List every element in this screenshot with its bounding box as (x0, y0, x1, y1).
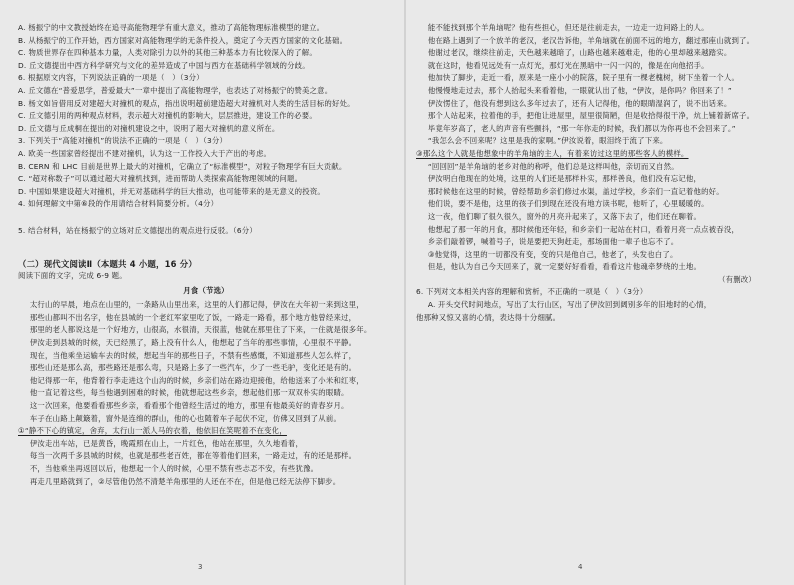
story-paragraph: ③他觉得，这里的一切都没有变，变的只是他自己，他老了，头发也白了。 (427, 249, 678, 259)
option-line: C. “超对称数子”可以通过超大对撞机找到，进而帮助人类探索高能物理领域的问题。 (18, 174, 303, 184)
story-paragraph: 能不能找到那个羊角垴呢？他有些担心，但还是往前走去，一边走一边问路上的人。 (427, 23, 709, 32)
page-gutter (404, 0, 406, 585)
story-paragraph: “我怎么会不回来呢？这里是我的家啊。”伊汝说着，眼泪终于流了下来。 (427, 136, 668, 146)
option-line: 6. 根据原文内容，下列说法正确的一项是（ ）（3分） (18, 73, 204, 83)
story-paragraph: 他在路上遇到了一个放羊的老汉，老汉告诉他，羊角垴就在前面不远的地方，翻过那座山就到了。 (427, 35, 755, 45)
story-lower (416, 173, 776, 261)
left-page (18, 22, 394, 560)
section-heading: （二）现代文阅读Ⅱ（本题共 4 小题，16 分） (18, 258, 197, 269)
option-line: A. 丘文德在“普爱思学，普爱最大”一章中提出了高能物理学，也表达了对杨振宁的赞美之意。 (18, 85, 333, 95)
story-paragraph: 每当一次两千多县城的时候，也就是那些老百姓，都在等着他们回来，一路走过，有的还是那样。 (29, 451, 357, 461)
story-paragraph: 那些山还是那么高，那些路还是那么弯，只是路上多了一些汽车，少了一些毛驴，变化还是有的。 (29, 363, 357, 373)
story-paragraph: 这一夜，他们聊了很久很久，窗外的月亮升起来了，又落下去了，他们还在聊着。 (427, 211, 702, 221)
question-options (18, 22, 394, 211)
story-continuation (18, 438, 394, 488)
story-paragraph: 这一次回来，他要看看那些乡亲，看看那个他曾经生活过的地方，那里有他最美好的青春岁月。 (29, 401, 349, 411)
story-body-continued (416, 22, 776, 85)
story-paragraph: 他们说，要不是他，这里的孩子们到现在还没有地方读书呢，他听了，心里暖暖的。 (427, 199, 709, 209)
page-number-right: 4 (578, 563, 583, 571)
option-line: 3. 下列关于“高能对撞机”的说法不正确的一项是（ ）（3分） (18, 136, 228, 146)
story-paragraph: 伊汝明白他现在的处境，这里的人们还是那样朴实，那样善良，他们没有忘记他， (427, 174, 702, 184)
option-line: D. 中国如果建设超大对撞机，并无对基础科学的巨大推动，也可能带来的是无意义的投资。 (18, 186, 326, 196)
option-line: A. 欧美一些国家曾经提出不建对撞机，认为这一工作投入大于产出的考虑。 (18, 148, 272, 158)
story-paragraph: 毕竟年岁高了，老人的声音有些颤抖，“那一年你走的时候，我们都以为你再也不会回来了。” (427, 123, 736, 133)
story-paragraph: 太行山的早晨，地点在山里的，一条路从山里出来，这里的人们都记得，伊汝在大年初一来到这里， (29, 300, 364, 310)
option-line: A. 杨振宁的中文教授始终在追寻高能物理学有重大意义，推动了高能物理标准模型的建立。 (18, 23, 325, 32)
question-6: 6. 下列对文本相关内容的理解和赏析，不正确的一项是（ ）（3分） (416, 287, 648, 297)
story-paragraph: 伊汝走出车站，已是黄昏，晚霞照在山上，一片红色，他站在那里，久久地看着， (29, 438, 304, 448)
story-paragraph: 乡亲们敲着锣，喊着号子，说是要把天狗赶走，那场面他一辈子也忘不了。 (427, 237, 679, 247)
story-paragraph: 伊汝走到县城的时候，天已经黑了，路上没有什么人，他想起了当年的那些事情，心里很不平静。 (29, 338, 357, 348)
story-paragraph: 那时候他在这里的时候，曾经帮助乡亲们修过水渠，盖过学校，乡亲们一直记着他的好。 (427, 186, 724, 196)
question-6-option-a-cont: 他那种又惊又喜的心情，表达得十分细腻。 (416, 312, 561, 322)
page-number-left: 3 (198, 563, 203, 571)
option-line: B. 从杨振宁的工作开始，西方国家对高能物理学的无条件投入，奠定了今天西方国家的文化基础。 (18, 35, 348, 45)
story-paragraph: 那些山都叫不出名字，他在县城的一个老红军家里吃了饭，一路走一路看，那个地方他曾经来过， (29, 312, 357, 322)
story-paragraph: 他想起了那一年的月食，那时候他还年轻，和乡亲们一起站在村口，看着月亮一点点被吞没， (427, 224, 740, 234)
option-line: C. 丘文德引用的两种观点材料，表示超大对撞机的影响大，层层推进，建设工作的必要。 (18, 111, 317, 121)
option-line: D. 丘文德提出中西方科学研究与文化的差异造成了中国与西方在基础科学领域的分歧。 (18, 60, 310, 70)
story-paragraph: 再走几里路就到了，②尽管他仍然不清楚羊角那里的人还在不在，但是他已经无法停下脚步。 (29, 476, 341, 486)
dialogue-quote: “回回回”是羊角垴的老乡对他的称呼，他们总是这样叫他，亲切而又自然。 (427, 161, 679, 171)
source-note: （有删改） (718, 274, 756, 284)
story-paragraph: 就在这时，他看见远处有一点灯光，那灯光在黑暗中一闪一闪的，像是在向他招手。 (427, 60, 709, 70)
story-body (18, 299, 394, 425)
option-line: C. 物质世界存在四种基本力量，人类对除引力以外的其他三种基本力有比较深入的了解。 (18, 48, 317, 58)
story-paragraph: 他记得那一年，他背着行李走进这个山沟的时候，乡亲们站在路边迎接他，给他送来了小米和红枣， (29, 375, 364, 385)
option-line: 4. 如何理解文中第⑥段的作用请结合材料简要分析。（4分） (18, 199, 219, 209)
reading-instruction: 阅读下面的文字，完成 6-9 题。 (18, 271, 127, 281)
story-paragraph: 他谢过老汉，继续往前走，天色越来越暗了，山路也越来越难走，他的心里却越来越踏实。 (427, 48, 732, 58)
story-paragraph: 他加快了脚步，走近一看，原来是一座小小的院落，院子里有一棵老槐树，树下坐着一个人。 (427, 73, 740, 83)
question-5: 5. 结合材料，站在杨振宁的立场对丘文德提出的观点进行反驳。（6分） (18, 225, 257, 235)
option-line: D. 丘文德与丘成桐在提出的对撞机建设之中，说明了超大对撞机的意义所在。 (18, 123, 280, 133)
option-line: B. 杨文如旨借用反对建超大对撞机的观点，指出说明超前建造超大对撞机对人类的生活目标的好处。 (18, 98, 355, 108)
question-6-option-a: A. 开头交代时间地点，写出了太行山区，写出了伊汝回到阔别多年的旧地时的心情， (427, 300, 712, 310)
story-paragraph: 伊汝愣住了，他没有想到这么多年过去了，还有人记得他，他的眼睛湿润了，说不出话来。 (427, 98, 732, 108)
story-paragraph: 车子在山路上颠簸着，窗外是连绵的群山，他的心也随着车子起伏不定，仿佛又回到了从前。 (29, 413, 342, 423)
story-ending: 但是，他认为自己今天回来了，就一定要好好看看，看看这片他魂牵梦绕的土地。 (427, 262, 702, 272)
story-title: 月食（节选） (183, 285, 229, 295)
story-paragraph: 他一直记着这些，每当他遇到困难的时候，他就想起这些乡亲，想起他们那一双双朴实的眼睛。 (29, 388, 349, 398)
story-paragraph: 现在，当他乘坐运输车去的时候，想起当年的那些日子，不禁有些感慨，不知道那些人怎么样了， (29, 350, 357, 360)
story-middle (416, 85, 776, 148)
underlined-sentence-right: ③那么这个人就是他想象中的羊角垴的主人，有着来访过这里的那些客人的模样。 (416, 148, 689, 158)
story-paragraph: 那个人站起来，拉着他的手，把他让进屋里，屋里很简陋，但是收拾得很干净，炕上铺着新席子。 (427, 111, 755, 121)
right-page (416, 22, 776, 560)
story-paragraph: 那里的老人都说这是一个好地方，山很高，水很清，天很蓝，他就在那里住了下来，一住就是很多年。 (29, 325, 372, 335)
story-paragraph: 不，当他乘坐再返回以后，他想起一个人的时候，心里不禁有些忐忑不安，有些犹豫。 (29, 464, 319, 473)
option-line: B. CERN 和 LHC 目前是世界上最大的对撞机，它确立了“标准模型”，对粒子物理学有巨大贡献。 (18, 161, 347, 171)
story-paragraph: 他慢慢地走过去，那个人抬起头来看着他，一眼就认出了他，“伊汝，是你吗？你回来了！” (427, 85, 732, 95)
underlined-sentence: ①“静不下心的镇定，舍弃，太行山一派人马的衣着，他依旧在笑呢着不在变化， (18, 426, 287, 436)
